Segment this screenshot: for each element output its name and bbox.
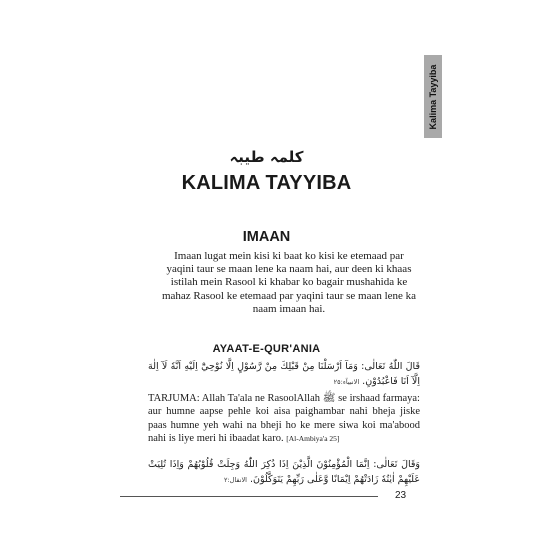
footer-divider xyxy=(120,496,378,497)
page-number: 23 xyxy=(395,490,407,501)
ayaat-heading: AYAAT-E-QUR'ANIA xyxy=(212,343,321,355)
page-title: KALIMA TAYYIBA xyxy=(181,172,352,194)
arabic-verse-1-text: قَالَ اللّٰهُ تَعَالٰى: وَمَآ اَرْسَلْنَا مِنْ قَبْلِكَ مِنْ رَّسُوْلٍ اِلَّا نُوْحِيْٓ اِلَيْهِ اَنَّهٗ لَآ اِلٰهَ اِلَّآ اَنَا فَاعْبُدُوْنِ. xyxy=(148,361,420,387)
tarjuma-paragraph xyxy=(148,392,420,445)
chapter-side-tab xyxy=(424,55,442,138)
arabic-verse-1 xyxy=(148,359,420,390)
arabic-verse-2 xyxy=(148,457,420,488)
imaan-heading: IMAAN xyxy=(242,229,291,245)
arabic-verse-1-reference: الانبيآء:٢٥ xyxy=(333,378,360,386)
imaan-paragraph: Imaan lugat mein kisi ki baat ko kisi ke etemaad par yaqini taur se maan lene ka naam hai, aur deen ki khaas istilah mein Rasool ki khabar ko bagair mushahida ke mahaz Rasool ke etemaad par yaqini taur se maan lene ka naam imaan hai. xyxy=(161,250,417,315)
chapter-side-tab-label: Kalima Tayyiba xyxy=(428,64,438,129)
arabic-verse-2-text: وَقَالَ تَعَالٰى: اِنَّمَا الْمُؤْمِنُوْنَ الَّذِيْنَ اِذَا ذُكِرَ اللّٰهُ وَجِلَتْ قُلُوْبُهُمْ وَاِذَا تُلِيَتْ عَلَيْهِمْ اٰيٰتُهٗ زَادَتْهُمْ اِيْمَانًا وَّعَلٰى رَبِّهِمْ يَتَوَكَّلُوْنَ. xyxy=(148,459,420,485)
tarjuma-text: TARJUMA: Allah Ta'ala ne RasoolAllah ﷺ se irshaad farmaya: aur humne aapse pehle koi aisa paighambar nahi bheja jiske paas humne yeh wahi na bheji ho ke mere siwa koi ma'abood nahi is liye meri hi ibaadat karo. xyxy=(148,393,420,444)
urdu-title: کلمہ طیبہ xyxy=(229,148,304,166)
arabic-verse-2-reference: الانفال:٢ xyxy=(223,476,247,484)
tarjuma-reference: [Al-Ambiya'a 25] xyxy=(286,433,340,443)
